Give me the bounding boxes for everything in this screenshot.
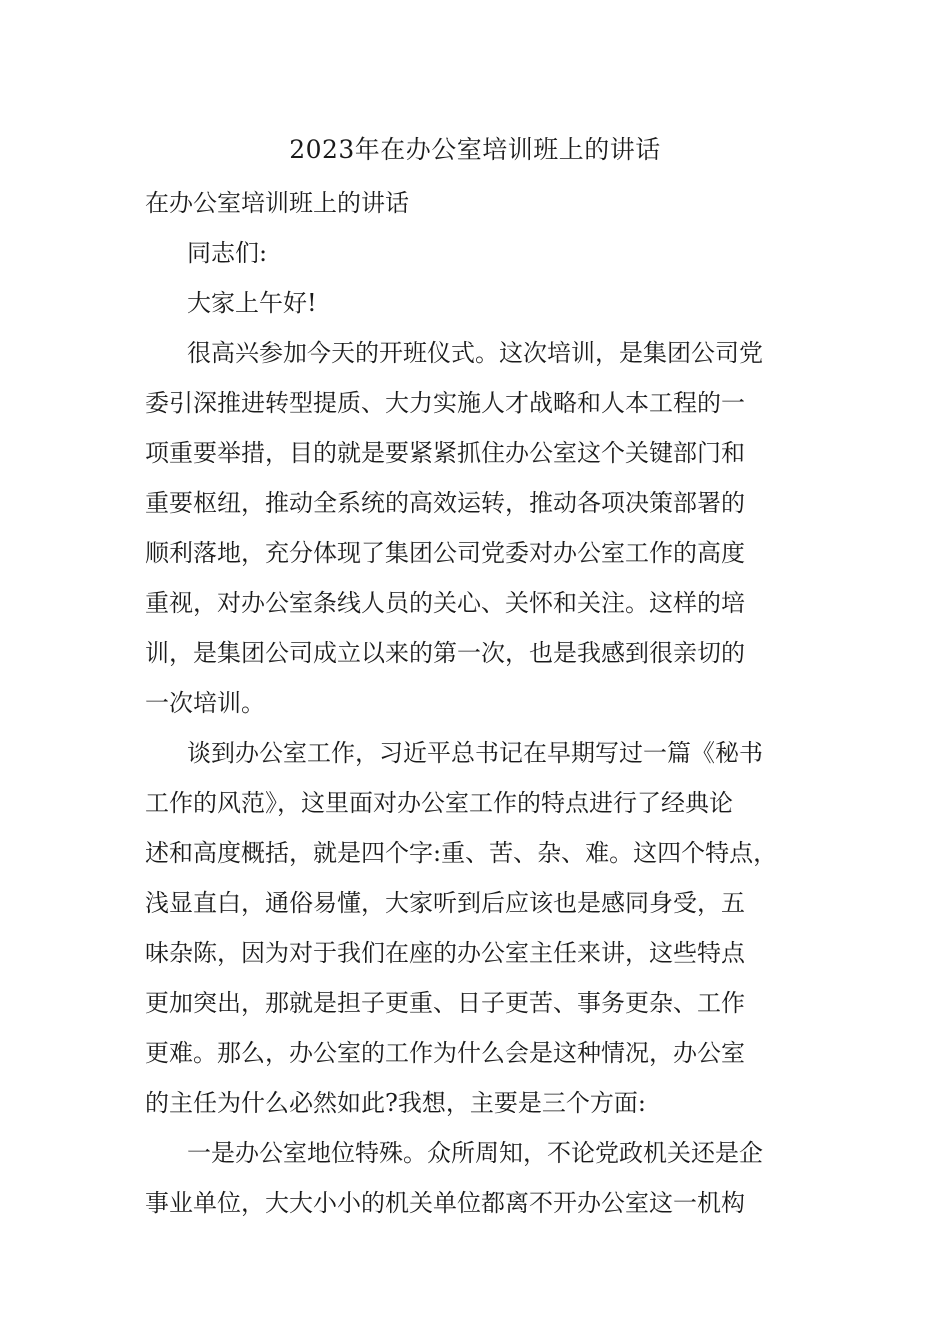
paragraph-line: 一是办公室地位特殊。众所周知，不论党政机关还是企 xyxy=(187,1139,763,1167)
paragraph-line: 一次培训。 xyxy=(145,689,265,717)
paragraph-line: 训，是集团公司成立以来的第一次，也是我感到很亲切的 xyxy=(145,639,745,667)
paragraph-line: 味杂陈，因为对于我们在座的办公室主任来讲，这些特点 xyxy=(145,939,745,967)
paragraph-line: 事业单位，大大小小的机关单位都离不开办公室这一机构 xyxy=(145,1189,745,1217)
paragraph-line: 工作的风范》，这里面对办公室工作的特点进行了经典论 xyxy=(145,789,733,817)
paragraph-line: 谈到办公室工作，习近平总书记在早期写过一篇《秘书 xyxy=(187,739,763,767)
paragraph-line: 委引深推进转型提质、大力实施人才战略和人本工程的一 xyxy=(145,389,745,417)
paragraph-line: 重要枢纽，推动全系统的高效运转，推动各项决策部署的 xyxy=(145,489,745,517)
paragraph-line: 更加突出，那就是担子更重、日子更苦、事务更杂、工作 xyxy=(145,989,745,1017)
paragraph-line: 项重要举措，目的就是要紧紧抓住办公室这个关键部门和 xyxy=(145,439,745,467)
document-subtitle: 在办公室培训班上的讲话 xyxy=(145,189,409,217)
paragraph-line: 更难。那么，办公室的工作为什么会是这种情况，办公室 xyxy=(145,1039,745,1067)
paragraph-line: 浅显直白，通俗易懂，大家听到后应该也是感同身受，五 xyxy=(145,889,745,917)
paragraph-line: 的主任为什么必然如此?我想，主要是三个方面: xyxy=(145,1089,646,1117)
paragraph-line: 重视，对办公室条线人员的关心、关怀和关注。这样的培 xyxy=(145,589,745,617)
salutation-line: 大家上午好! xyxy=(187,289,317,317)
document-title: 2023年在办公室培训班上的讲话 xyxy=(289,135,661,164)
document-body xyxy=(145,178,825,1228)
paragraph-line: 顺利落地，充分体现了集团公司党委对办公室工作的高度 xyxy=(145,539,745,567)
paragraph-line: 很高兴参加今天的开班仪式。这次培训，是集团公司党 xyxy=(187,339,763,367)
greeting-line: 同志们: xyxy=(187,239,268,267)
paragraph-line: 述和高度概括，就是四个字:重、苦、杂、难。这四个特点， xyxy=(145,839,778,867)
